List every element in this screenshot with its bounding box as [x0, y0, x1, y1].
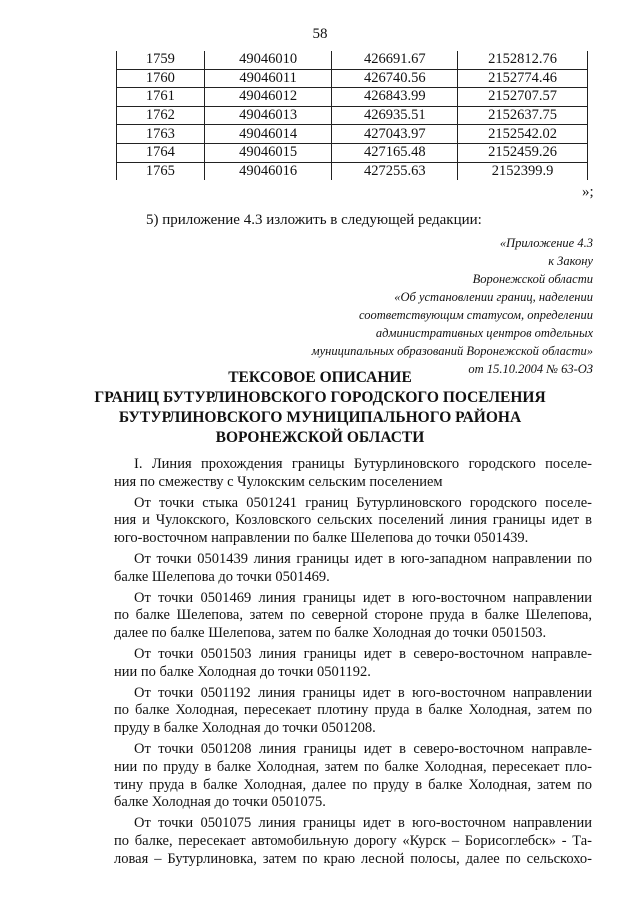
paragraph-line: по балке, пересекает автомобильную дорогу «Курск – Борисоглебск» - Та-: [114, 832, 592, 849]
table-cell: 1764: [117, 143, 205, 162]
table-cell: 426691.67: [332, 51, 458, 69]
paragraph-line: От точки 0501208 линия границы идет в северо-восточном направле-: [134, 740, 592, 757]
table-row: [117, 106, 588, 125]
paragraph-line: по балке Холодная, пересекает плотину пруда в балке Холодная, затем по: [114, 702, 592, 719]
paragraph: [114, 551, 592, 587]
table-cell: 427255.63: [332, 162, 458, 180]
paragraph-line: далее по балке Шелепова, затем по балке Холодная до точки 0501503.: [114, 625, 547, 642]
table-cell: 49046010: [204, 51, 332, 69]
table-cell: 2152399.9: [458, 162, 588, 180]
paragraph-line: юго-восточном направлении по балке Шелепова до точки 0501439.: [114, 530, 529, 547]
table-cell: 1759: [117, 51, 205, 69]
paragraph-line: От точки 0501192 линия границы идет в юго-восточном направлении: [134, 684, 592, 701]
table-row: [117, 162, 588, 180]
table-cell: 426843.99: [332, 88, 458, 107]
table-cell: 1762: [117, 106, 205, 125]
paragraph-line: по балке Шелепова, затем по северной стороне пруда в балке Шелепова,: [114, 607, 592, 624]
page-number: 58: [312, 26, 328, 42]
appendix-header-line: «Приложение 4.3: [499, 236, 593, 250]
title-line: ВОРОНЕЖСКОЙ ОБЛАСТИ: [215, 429, 425, 446]
paragraph-line: балке Холодная до точки 0501075.: [114, 794, 326, 811]
appendix-header-line: административных центров отдельных: [375, 326, 593, 340]
paragraph: [114, 815, 592, 868]
table-row: [117, 51, 588, 69]
table-cell: 1760: [117, 69, 205, 88]
paragraph: [114, 646, 592, 682]
title-line: ГРАНИЦ БУТУРЛИНОВСКОГО ГОРОДСКОГО ПОСЕЛЕНИЯ: [94, 389, 546, 406]
table-row: [117, 143, 588, 162]
paragraph: [114, 685, 592, 738]
table-row: [117, 88, 588, 107]
table-cell: 1765: [117, 162, 205, 180]
table-cell: 1763: [117, 125, 205, 144]
table-cell: 427043.97: [332, 125, 458, 144]
title-line: ТЕКСОВОЕ ОПИСАНИЕ: [228, 369, 412, 386]
paragraph-line: ловая – Бутурлиновка, затем по краю лесной полосы, далее по сельскохо-: [114, 850, 592, 867]
table-cell: 1761: [117, 88, 205, 107]
table-row: [117, 69, 588, 88]
paragraph-line: ния по смежеству с Чулокским сельским поселением: [114, 473, 443, 490]
paragraph-line: балке Шелепова до точки 0501469.: [114, 568, 330, 585]
table-cell: 426935.51: [332, 106, 458, 125]
table-cell: 426740.56: [332, 69, 458, 88]
appendix-header-line: к Закону: [548, 254, 593, 268]
paragraph-line: тину пруда в балке Холодная, далее по пруду в балке Холодная, затем по: [114, 776, 592, 793]
appendix-header-line: «Об установлении границ, наделении: [394, 290, 593, 304]
paragraph: [114, 741, 592, 812]
table-cell: 49046015: [204, 143, 332, 162]
table-cell: 2152637.75: [458, 106, 588, 125]
paragraph-line: От точки стыка 0501241 границ Бутурлиновского городского поселе-: [134, 494, 592, 511]
paragraph-line: От точки 0501075 линия границы идет в юго-восточном направлении: [134, 815, 592, 832]
table-row: [117, 125, 588, 144]
coordinates-table: [116, 51, 588, 180]
table-cell: 2152774.46: [458, 69, 588, 88]
paragraph-line: I. Линия прохождения границы Бутурлиновского городского поселе-: [134, 456, 592, 472]
title-line: БУТУРЛИНОВСКОГО МУНИЦИПАЛЬНОГО РАЙОНА: [118, 409, 522, 426]
appendix-header: [263, 234, 593, 378]
table-cell: 49046012: [204, 88, 332, 107]
paragraph-line: От точки 0501439 линия границы идет в юго-западном направлении по: [134, 550, 592, 567]
boundary-description: [114, 456, 592, 869]
paragraph-line: нии по пруду в балке Холодная, затем по балке Холодная, пересекает пло-: [114, 758, 592, 775]
table-cell: 427165.48: [332, 143, 458, 162]
table-cell: 2152542.02: [458, 125, 588, 144]
appendix-header-line: от 15.10.2004 № 63-ОЗ: [468, 362, 593, 376]
appendix-header-line: Воронежской области: [472, 272, 593, 286]
paragraph-line: От точки 0501503 линия границы идет в северо-восточном направле-: [134, 645, 592, 662]
paragraph-line: ния и Чулокского, Козловского сельских поселений линия границы идет в: [114, 512, 592, 529]
appendix-header-line: соответствующим статусом, определении: [359, 308, 593, 322]
table-cell: 2152707.57: [458, 88, 588, 107]
appendix-header-line: муниципальных образований Воронежской области»: [311, 344, 593, 358]
document-title: [0, 368, 640, 448]
table-cell: 49046014: [204, 125, 332, 144]
paragraph-line: От точки 0501469 линия границы идет в юго-восточном направлении: [134, 589, 592, 606]
table-cell: 49046016: [204, 162, 332, 180]
table-cell: 49046013: [204, 106, 332, 125]
table-cell: 2152459.26: [458, 143, 588, 162]
closing-quote: »;: [582, 184, 594, 200]
table-cell: 2152812.76: [458, 51, 588, 69]
amendment-line: 5) приложение 4.3 изложить в следующей редакции:: [146, 212, 482, 228]
paragraph-line: нии по балке Холодная до точки 0501192.: [114, 663, 371, 680]
paragraph: [114, 590, 592, 643]
table-cell: 49046011: [204, 69, 332, 88]
paragraph: [114, 456, 592, 492]
paragraph: [114, 495, 592, 548]
paragraph-line: пруду в балке Холодная до точки 0501208.: [114, 720, 376, 737]
